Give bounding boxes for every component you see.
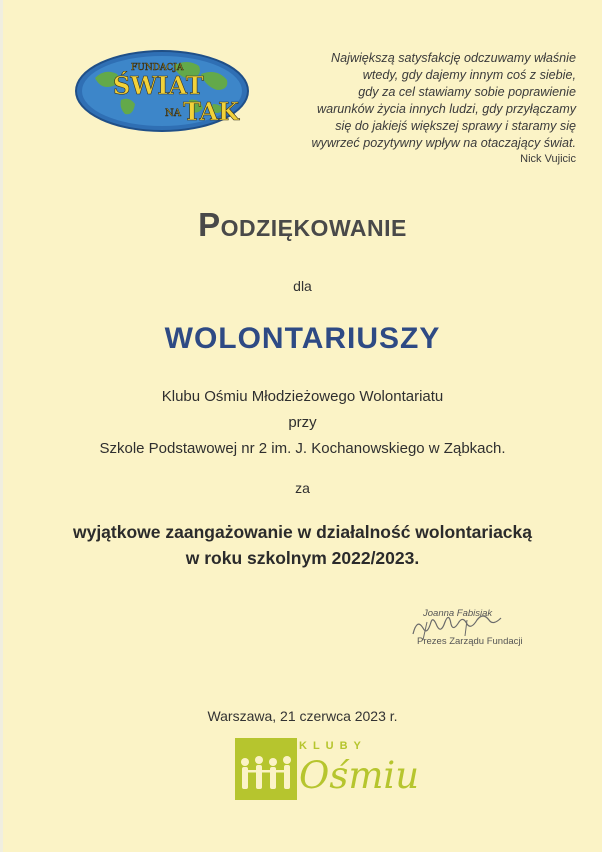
signature-name: Joanna Fabisiak bbox=[423, 608, 493, 619]
logo-kluby-text: KLUBY bbox=[299, 740, 367, 752]
quote-line: warunków życia innych ludzi, gdy przyłączamy bbox=[317, 102, 576, 116]
logo-graphic bbox=[73, 48, 251, 134]
club-connector: przy bbox=[288, 414, 317, 431]
logo-na-text: NA bbox=[165, 108, 181, 119]
quote-line: wywrzeć pozytywny wpływ na otaczający świat. bbox=[311, 136, 576, 150]
signature-role: Prezes Zarządu Fundacji bbox=[417, 636, 523, 647]
quote-author: Nick Vujicic bbox=[520, 153, 576, 165]
quote-line: wtedy, gdy dajemy innym coś z siebie, bbox=[362, 68, 576, 82]
quote-block bbox=[256, 50, 576, 166]
logo-swiat-text: ŚWIAT bbox=[113, 71, 204, 100]
logo-fundacja-text: FUNDACJA bbox=[131, 63, 184, 73]
logo-tak-text: TAK bbox=[183, 97, 240, 126]
quote-line: się do jakiejś większej sprawy i staramy się bbox=[335, 119, 576, 133]
quote-line: gdy za cel stawiamy sobie poprawienie bbox=[358, 85, 576, 99]
recipient-title: WOLONTARIUSZY bbox=[164, 322, 441, 355]
reason-line-2: w roku szkolnym 2022/2023. bbox=[185, 548, 420, 568]
issue-date: Warszawa, 21 czerwca 2023 r. bbox=[207, 708, 398, 724]
reason-connector: za bbox=[295, 480, 310, 496]
club-name: Klubu Ośmiu Młodzieżowego Wolontariatu bbox=[161, 388, 444, 405]
logo-osmiu-text: Ośmiu bbox=[299, 754, 420, 797]
reason-line-1: wyjątkowe zaangażowanie w działalność wolontariacką bbox=[72, 522, 533, 542]
school-name: Szkole Podstawowej nr 2 im. J. Kochanowskiego w Ząbkach. bbox=[99, 440, 506, 457]
for-label: dla bbox=[293, 278, 312, 294]
certificate-title: Podziękowanie bbox=[198, 206, 407, 243]
quote-line: Największą satysfakcję odczuwamy właśnie bbox=[331, 51, 576, 65]
fundacja-swiat-na-tak-logo bbox=[73, 48, 251, 134]
